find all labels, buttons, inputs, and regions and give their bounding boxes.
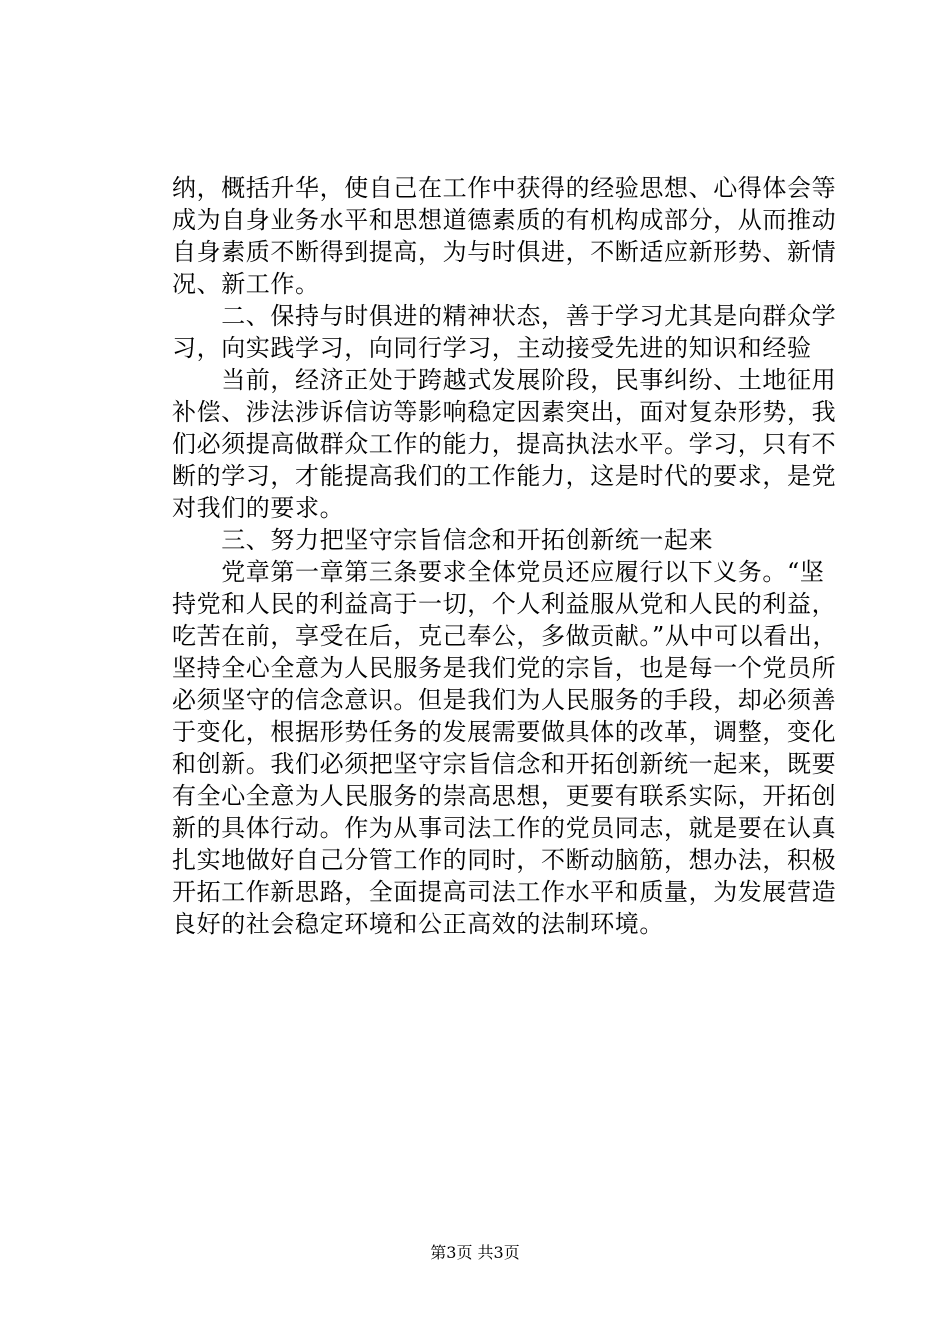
section-heading-three: 三、努力把坚守宗旨信念和开拓创新统一起来 (172, 526, 714, 554)
page-number-footer: 第3页 共3页 (430, 1243, 520, 1262)
body-text (172, 172, 838, 940)
text-line: 自身素质不断得到提高，为与时俱进，不断适应新形势、新情 (172, 238, 837, 266)
text-line: 扎实地做好自己分管工作的同时，不断动脑筋，想办法，积极 (172, 846, 837, 874)
text-line: 持党和人民的利益高于一切，个人利益服从党和人民的利益， (172, 590, 837, 618)
text-line: 纳，概括升华，使自己在工作中获得的经验思想、心得体会等 (172, 174, 837, 202)
text-line: 当前，经济正处于跨越式发展阶段，民事纠纷、土地征用 (172, 366, 837, 394)
text-line: 断的学习，才能提高我们的工作能力，这是时代的要求，是党 (172, 462, 837, 490)
text-line: 成为自身业务水平和思想道德素质的有机构成部分，从而推动 (172, 206, 837, 234)
text-line: 必须坚守的信念意识。但是我们为人民服务的手段，却必须善 (172, 686, 837, 714)
text-line: 吃苦在前，享受在后，克己奉公，多做贡献。”从中可以看出， (172, 622, 838, 650)
text-line: 于变化，根据形势任务的发展需要做具体的改革，调整，变化 (172, 718, 837, 746)
text-line: 和创新。我们必须把坚守宗旨信念和开拓创新统一起来，既要 (172, 750, 837, 778)
text-line: 新的具体行动。作为从事司法工作的党员同志，就是要在认真 (172, 814, 837, 842)
text-line: 党章第一章第三条要求全体党员还应履行以下义务。“坚 (172, 558, 825, 586)
text-line: 们必须提高做群众工作的能力，提高执法水平。学习，只有不 (172, 430, 837, 458)
text-line: 良好的社会稳定环境和公正高效的法制环境。 (172, 910, 664, 938)
text-line: 补偿、涉法涉诉信访等影响稳定因素突出，面对复杂形势，我 (172, 398, 837, 426)
text-line: 有全心全意为人民服务的崇高思想，更要有联系实际，开拓创 (172, 782, 837, 810)
section-heading-two: 二、保持与时俱进的精神状态，善于学习尤其是向群众学 (172, 302, 837, 330)
text-line: 对我们的要求。 (172, 494, 345, 522)
text-line: 开拓工作新思路，全面提高司法工作水平和质量，为发展营造 (172, 878, 837, 906)
text-line: 况、新工作。 (172, 270, 320, 298)
text-line: 坚持全心全意为人民服务是我们党的宗旨，也是每一个党员所 (172, 654, 837, 682)
section-heading-two-cont: 习，向实践学习，向同行学习，主动接受先进的知识和经验 (172, 334, 812, 362)
